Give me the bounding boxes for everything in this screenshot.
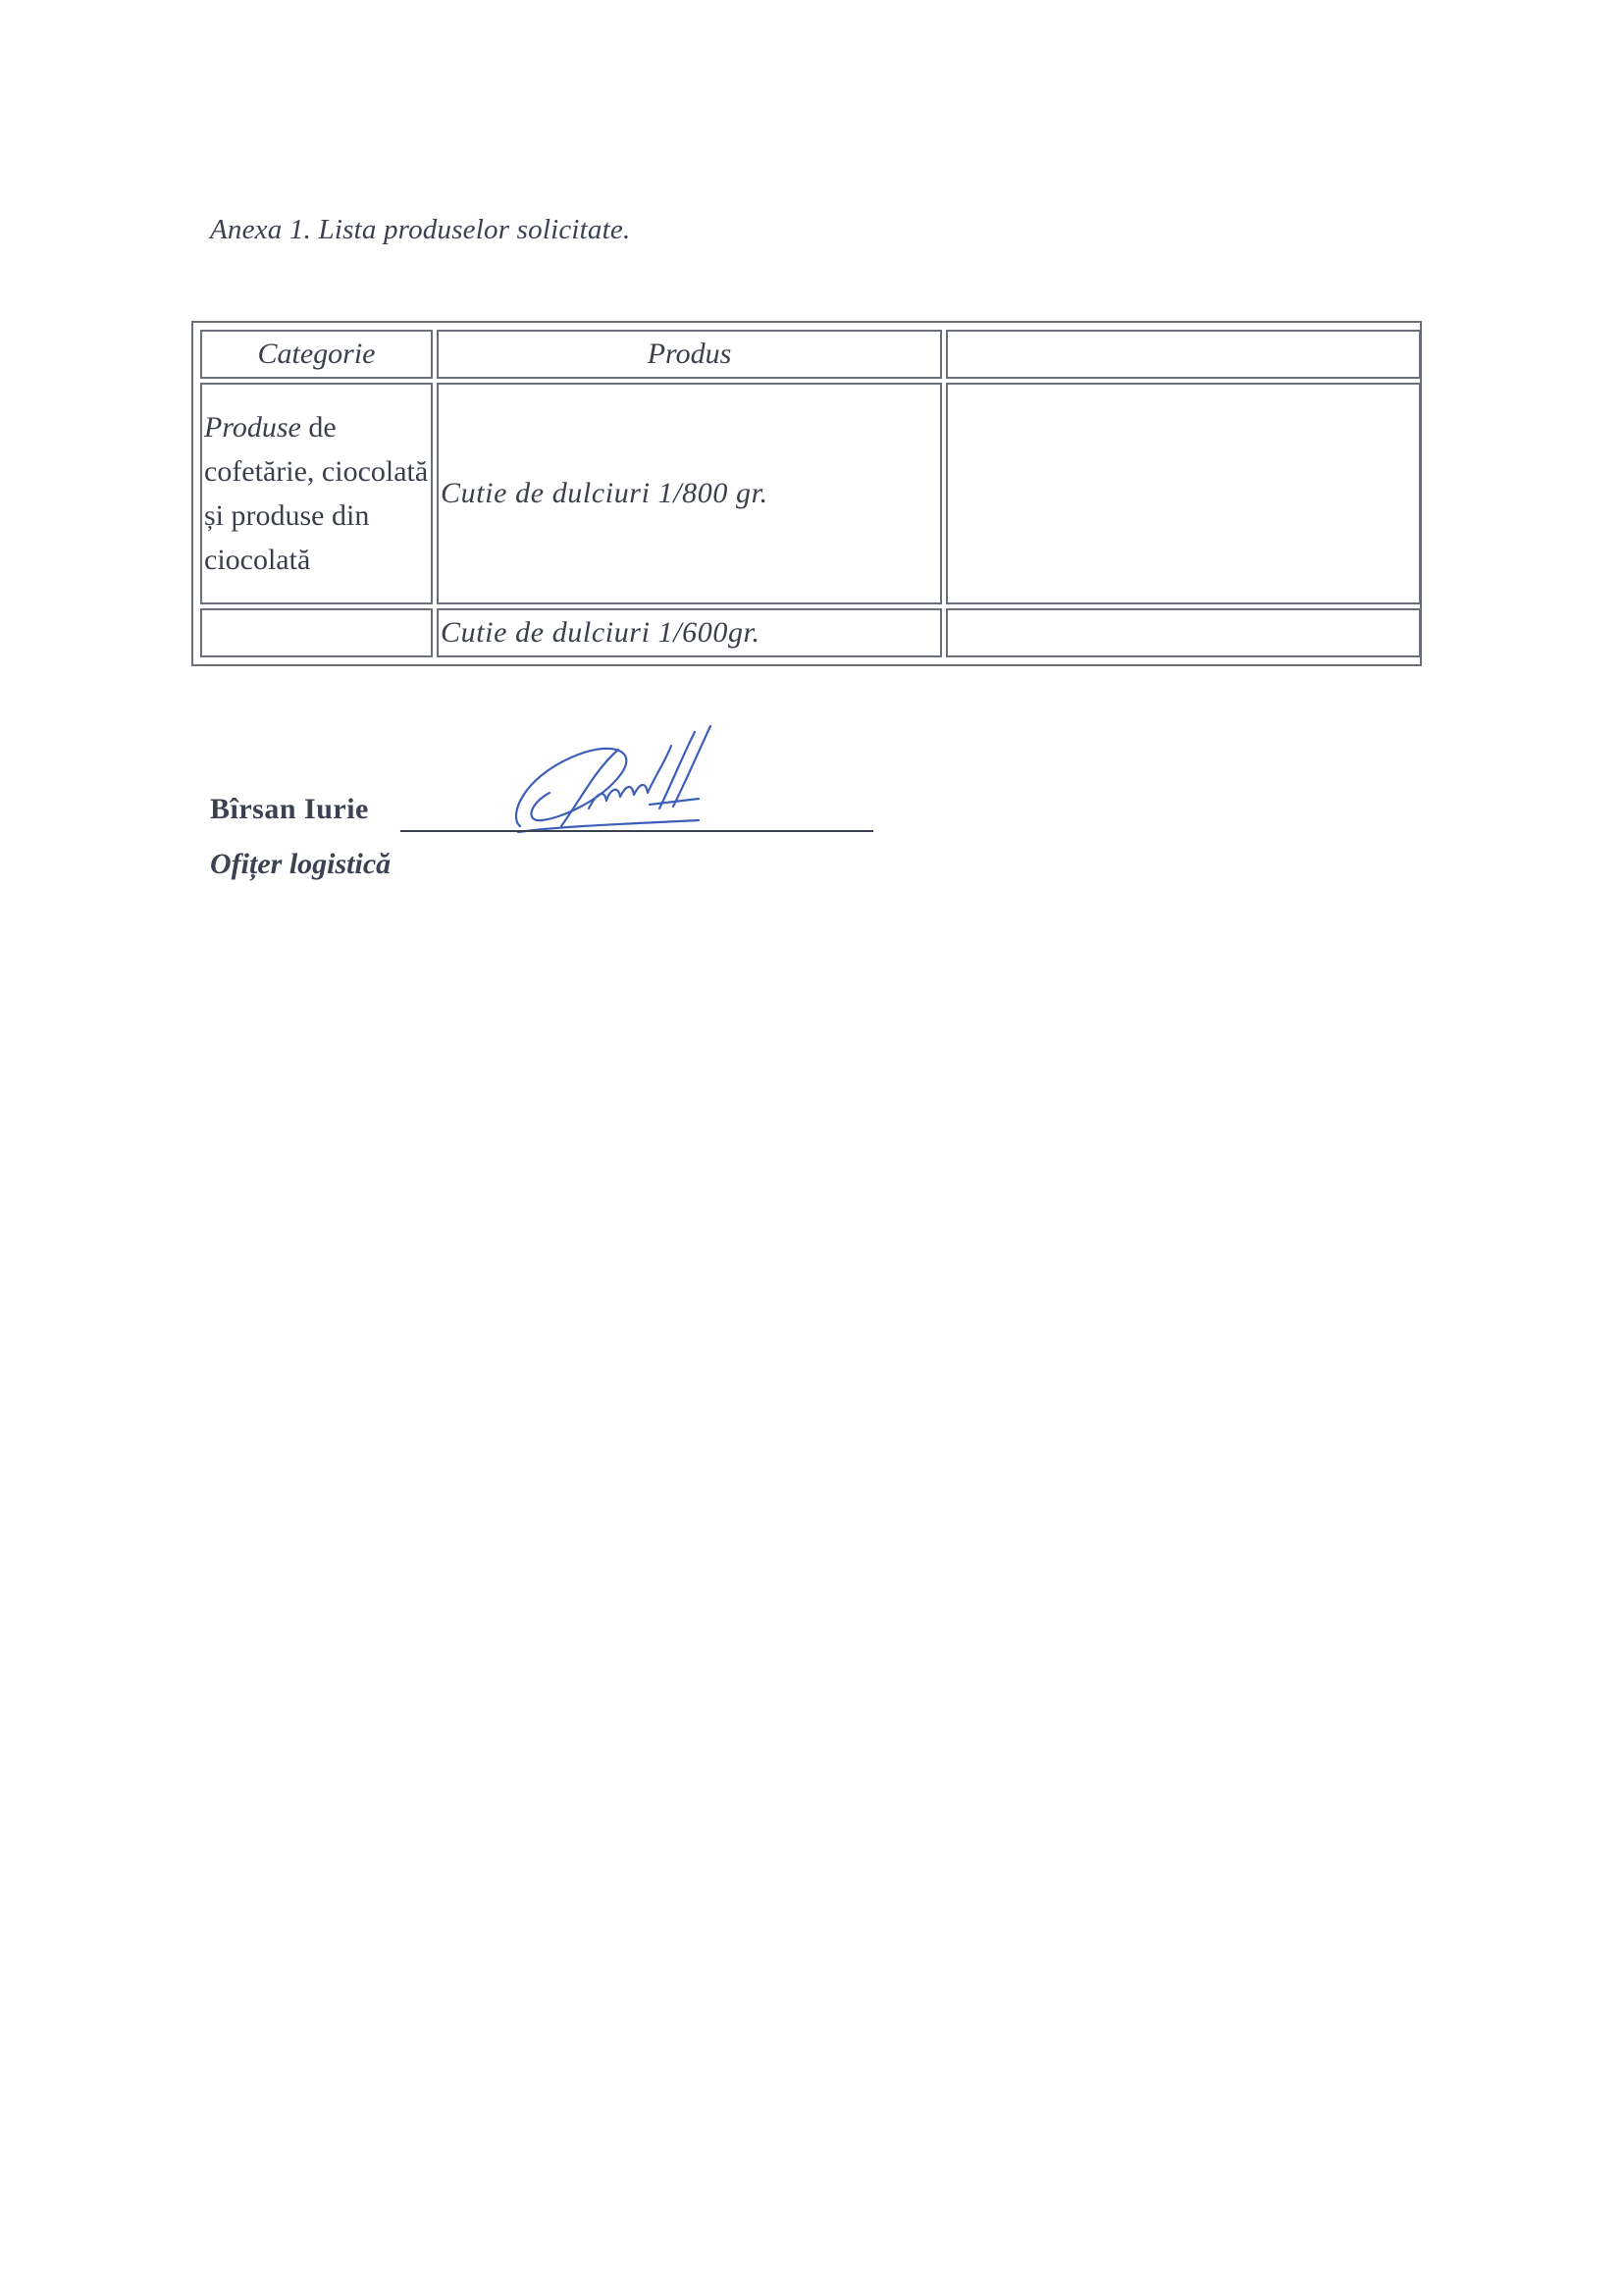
annex-title: Anexa 1. Lista produselor solicitate.	[210, 214, 631, 245]
signatory-name: Bîrsan Iurie	[210, 793, 369, 825]
header-product: Produs	[437, 330, 942, 379]
table-row	[200, 383, 1421, 604]
category-text: de cofetărie, ciocolată și produse din ciocolată	[204, 411, 429, 576]
product-cell: Cutie de dulciuri 1/800 gr.	[437, 383, 942, 604]
table-header-row	[200, 330, 1421, 379]
product-cell: Cutie de dulciuri 1/600gr.	[437, 608, 942, 657]
products-table	[191, 321, 1422, 666]
extra-cell	[946, 608, 1421, 657]
table-row	[200, 608, 1421, 657]
signatory-role: Ofițer logistică	[210, 848, 392, 880]
extra-cell	[946, 383, 1421, 604]
category-cell	[200, 608, 433, 657]
header-empty	[946, 330, 1421, 379]
category-cell	[200, 383, 433, 604]
header-category: Categorie	[200, 330, 433, 379]
category-emphasis: Produse	[204, 411, 301, 444]
signature-line	[400, 830, 873, 832]
signature-icon	[502, 710, 758, 844]
